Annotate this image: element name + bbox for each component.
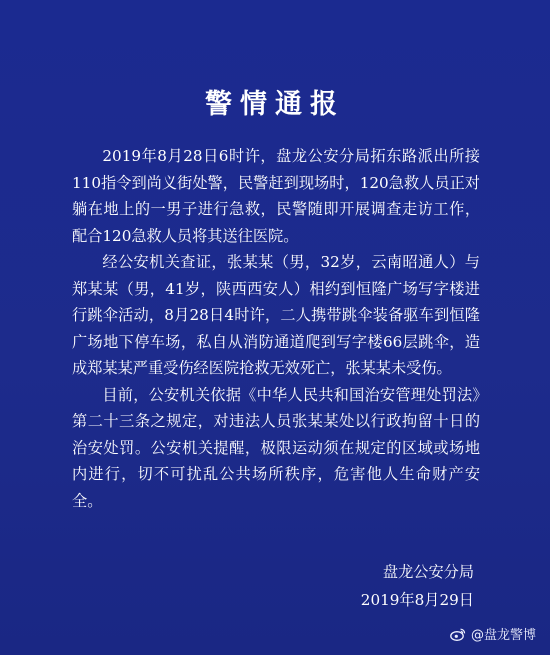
notice-paragraph: 2019年8月28日6时许，盘龙公安分局拓东路派出所接110指令到尚义街处警，民警赶到现场时，120急救人员正对躺在地上的一男子进行急救，民警随即开展调查走访工作，配合120急救人员将其送往医院。 [72, 147, 480, 245]
notice-paragraph: 目前，公安机关依据《中华人民共和国治安管理处罚法》第二十三条之规定，对违法人员张某某处以行政拘留十日的治安处罚。公安机关提醒，极限运动须在规定的区域或场地内进行，切不可扰乱公共场所秩序，危害他人生命财产安全。 [72, 385, 480, 510]
weibo-icon [450, 627, 466, 641]
issuer-name: 盘龙公安分局 [382, 563, 474, 581]
notice-title: 警情通报 [205, 89, 345, 120]
signature-block [361, 558, 474, 614]
notice-body [72, 143, 480, 514]
watermark-text: @盘龙警博 [470, 628, 536, 643]
weibo-watermark [450, 624, 536, 643]
issue-date: 2019年8月29日 [360, 591, 474, 609]
notice-paragraph: 经公安机关查证，张某某（男，32岁，云南昭通人）与郑某某（男，41岁，陕西西安人）相约到恒隆广场写字楼进行跳伞活动，8月28日4时许，二人携带跳伞装备驱车到恒隆广场地下停车场，私自从消防通道爬到写字楼66层跳伞，造成郑某某严重受伤经医院抢救无效死亡，张某某未受伤。 [72, 253, 480, 377]
